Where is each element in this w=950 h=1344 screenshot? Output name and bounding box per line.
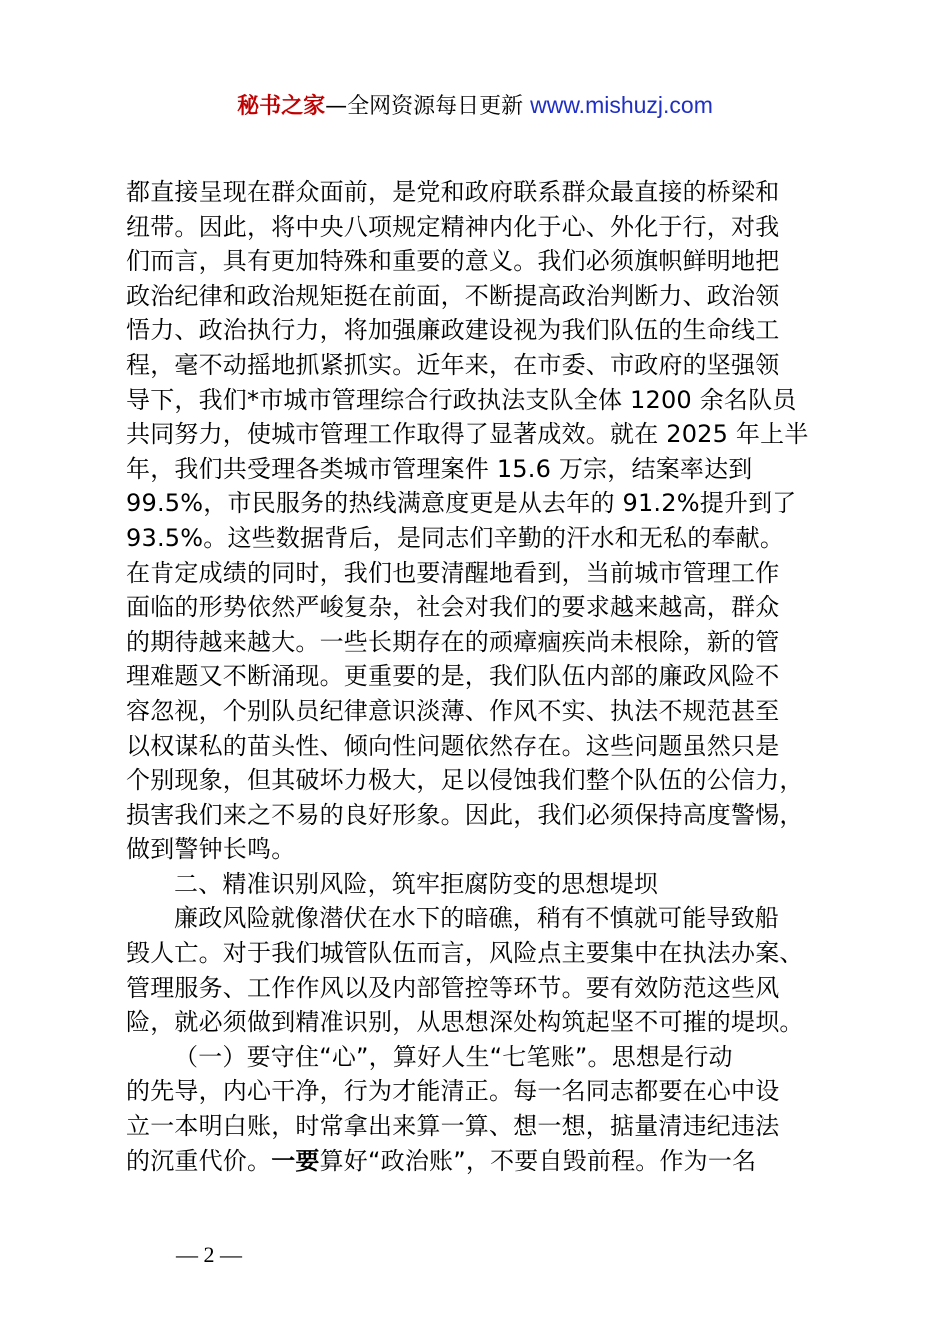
body-line-9: 年，我们共受理各类城市管理案件 15.6 万宗，结案率达到 <box>126 454 753 483</box>
body-line-29 <box>126 1144 838 1179</box>
body-line-12: 在肯定成绩的同时，我们也要清醒地看到，当前城市管理工作 <box>126 558 780 587</box>
body-line-20: 做到警钟长鸣。 <box>126 835 296 864</box>
body-line-5: 悟力、政治执行力，将加强廉政建设视为我们队伍的生命线工 <box>126 316 780 345</box>
body-line-10: 99.5%，市民服务的热线满意度更是从去年的 91.2%提升到了 <box>126 489 797 518</box>
body-line-15: 理难题又不断涌现。更重要的是，我们队伍内部的廉政风险不 <box>126 662 780 691</box>
site-url-link[interactable]: www.mishuzj.com <box>530 92 713 118</box>
body-line-24: 管理服务、工作作风以及内部管控等环节。要有效防范这些风 <box>126 973 780 1002</box>
body-line-29-rest: 算好“政治账”，不要自毁前程。作为一名 <box>319 1146 757 1175</box>
body-line-29-text: 的沉重代价。 <box>126 1146 272 1175</box>
body-line-19: 损害我们来之不易的良好形象。因此，我们必须保持高度警惕， <box>126 800 804 829</box>
body-line-16: 容忽视，个别队员纪律意识淡薄、作风不实、执法不规范甚至 <box>126 696 780 725</box>
body-line-8: 共同努力，使城市管理工作取得了显著成效。就在 2025 年上半 <box>126 420 809 449</box>
body-line-7: 导下，我们*市城市管理综合行政执法支队全体 1200 余名队员 <box>126 385 797 414</box>
body-line-14: 的期待越来越大。一些长期存在的顽瘴痼疾尚未根除，新的管 <box>126 627 780 656</box>
bold-lead-term: 一要 <box>271 1146 320 1175</box>
site-header <box>0 88 950 124</box>
body-line-17: 以权谋私的苗头性、倾向性问题依然存在。这些问题虽然只是 <box>126 731 780 760</box>
body-line-22: 廉政风险就像潜伏在水下的暗礁，稍有不慎就可能导致船 <box>174 904 779 933</box>
body-line-6: 程，毫不动摇地抓紧抓实。近年来，在市委、市政府的坚强领 <box>126 350 780 379</box>
site-slogan: —全网资源每日更新 <box>325 94 531 119</box>
body-line-1: 都直接呈现在群众面前，是党和政府联系群众最直接的桥梁和 <box>126 178 780 206</box>
body-line-3: 们而言，具有更加特殊和重要的意义。我们必须旗帜鲜明地把 <box>126 247 780 276</box>
body-line-11: 93.5%。这些数据背后，是同志们辛勤的汗水和无私的奉献。 <box>126 523 785 552</box>
section-heading: 二、精准识别风险，筑牢拒腐防变的思想堤坝 <box>174 869 658 898</box>
body-line-13: 面临的形势依然严峻复杂，社会对我们的要求越来越高，群众 <box>126 593 780 622</box>
body-line-18: 个别现象，但其破坏力极大，足以侵蚀我们整个队伍的公信力， <box>126 766 804 795</box>
document-body <box>126 175 838 1178</box>
subsection-line: （一）要守住“心”，算好人生“七笔账”。思想是行动 <box>174 1042 733 1071</box>
body-line-28: 立一本明白账，时常拿出来算一算、想一想，掂量清违纪违法 <box>126 1112 780 1141</box>
body-line-23: 毁人亡。对于我们城管队伍而言，风险点主要集中在执法办案、 <box>126 939 804 968</box>
body-line-2: 纽带。因此，将中央八项规定精神内化于心、外化于行，对我 <box>126 212 780 241</box>
site-brand: 秘书之家 <box>237 94 326 119</box>
body-line-4: 政治纪律和政治规矩挺在前面，不断提高政治判断力、政治领 <box>126 281 780 310</box>
body-line-27: 的先导，内心干净，行为才能清正。每一名同志都要在心中设 <box>126 1077 780 1106</box>
page-number: — 2 — <box>176 1242 242 1267</box>
body-line-25: 险，就必须做到精准识别，从思想深处构筑起坚不可摧的堤坝。 <box>126 1008 804 1037</box>
